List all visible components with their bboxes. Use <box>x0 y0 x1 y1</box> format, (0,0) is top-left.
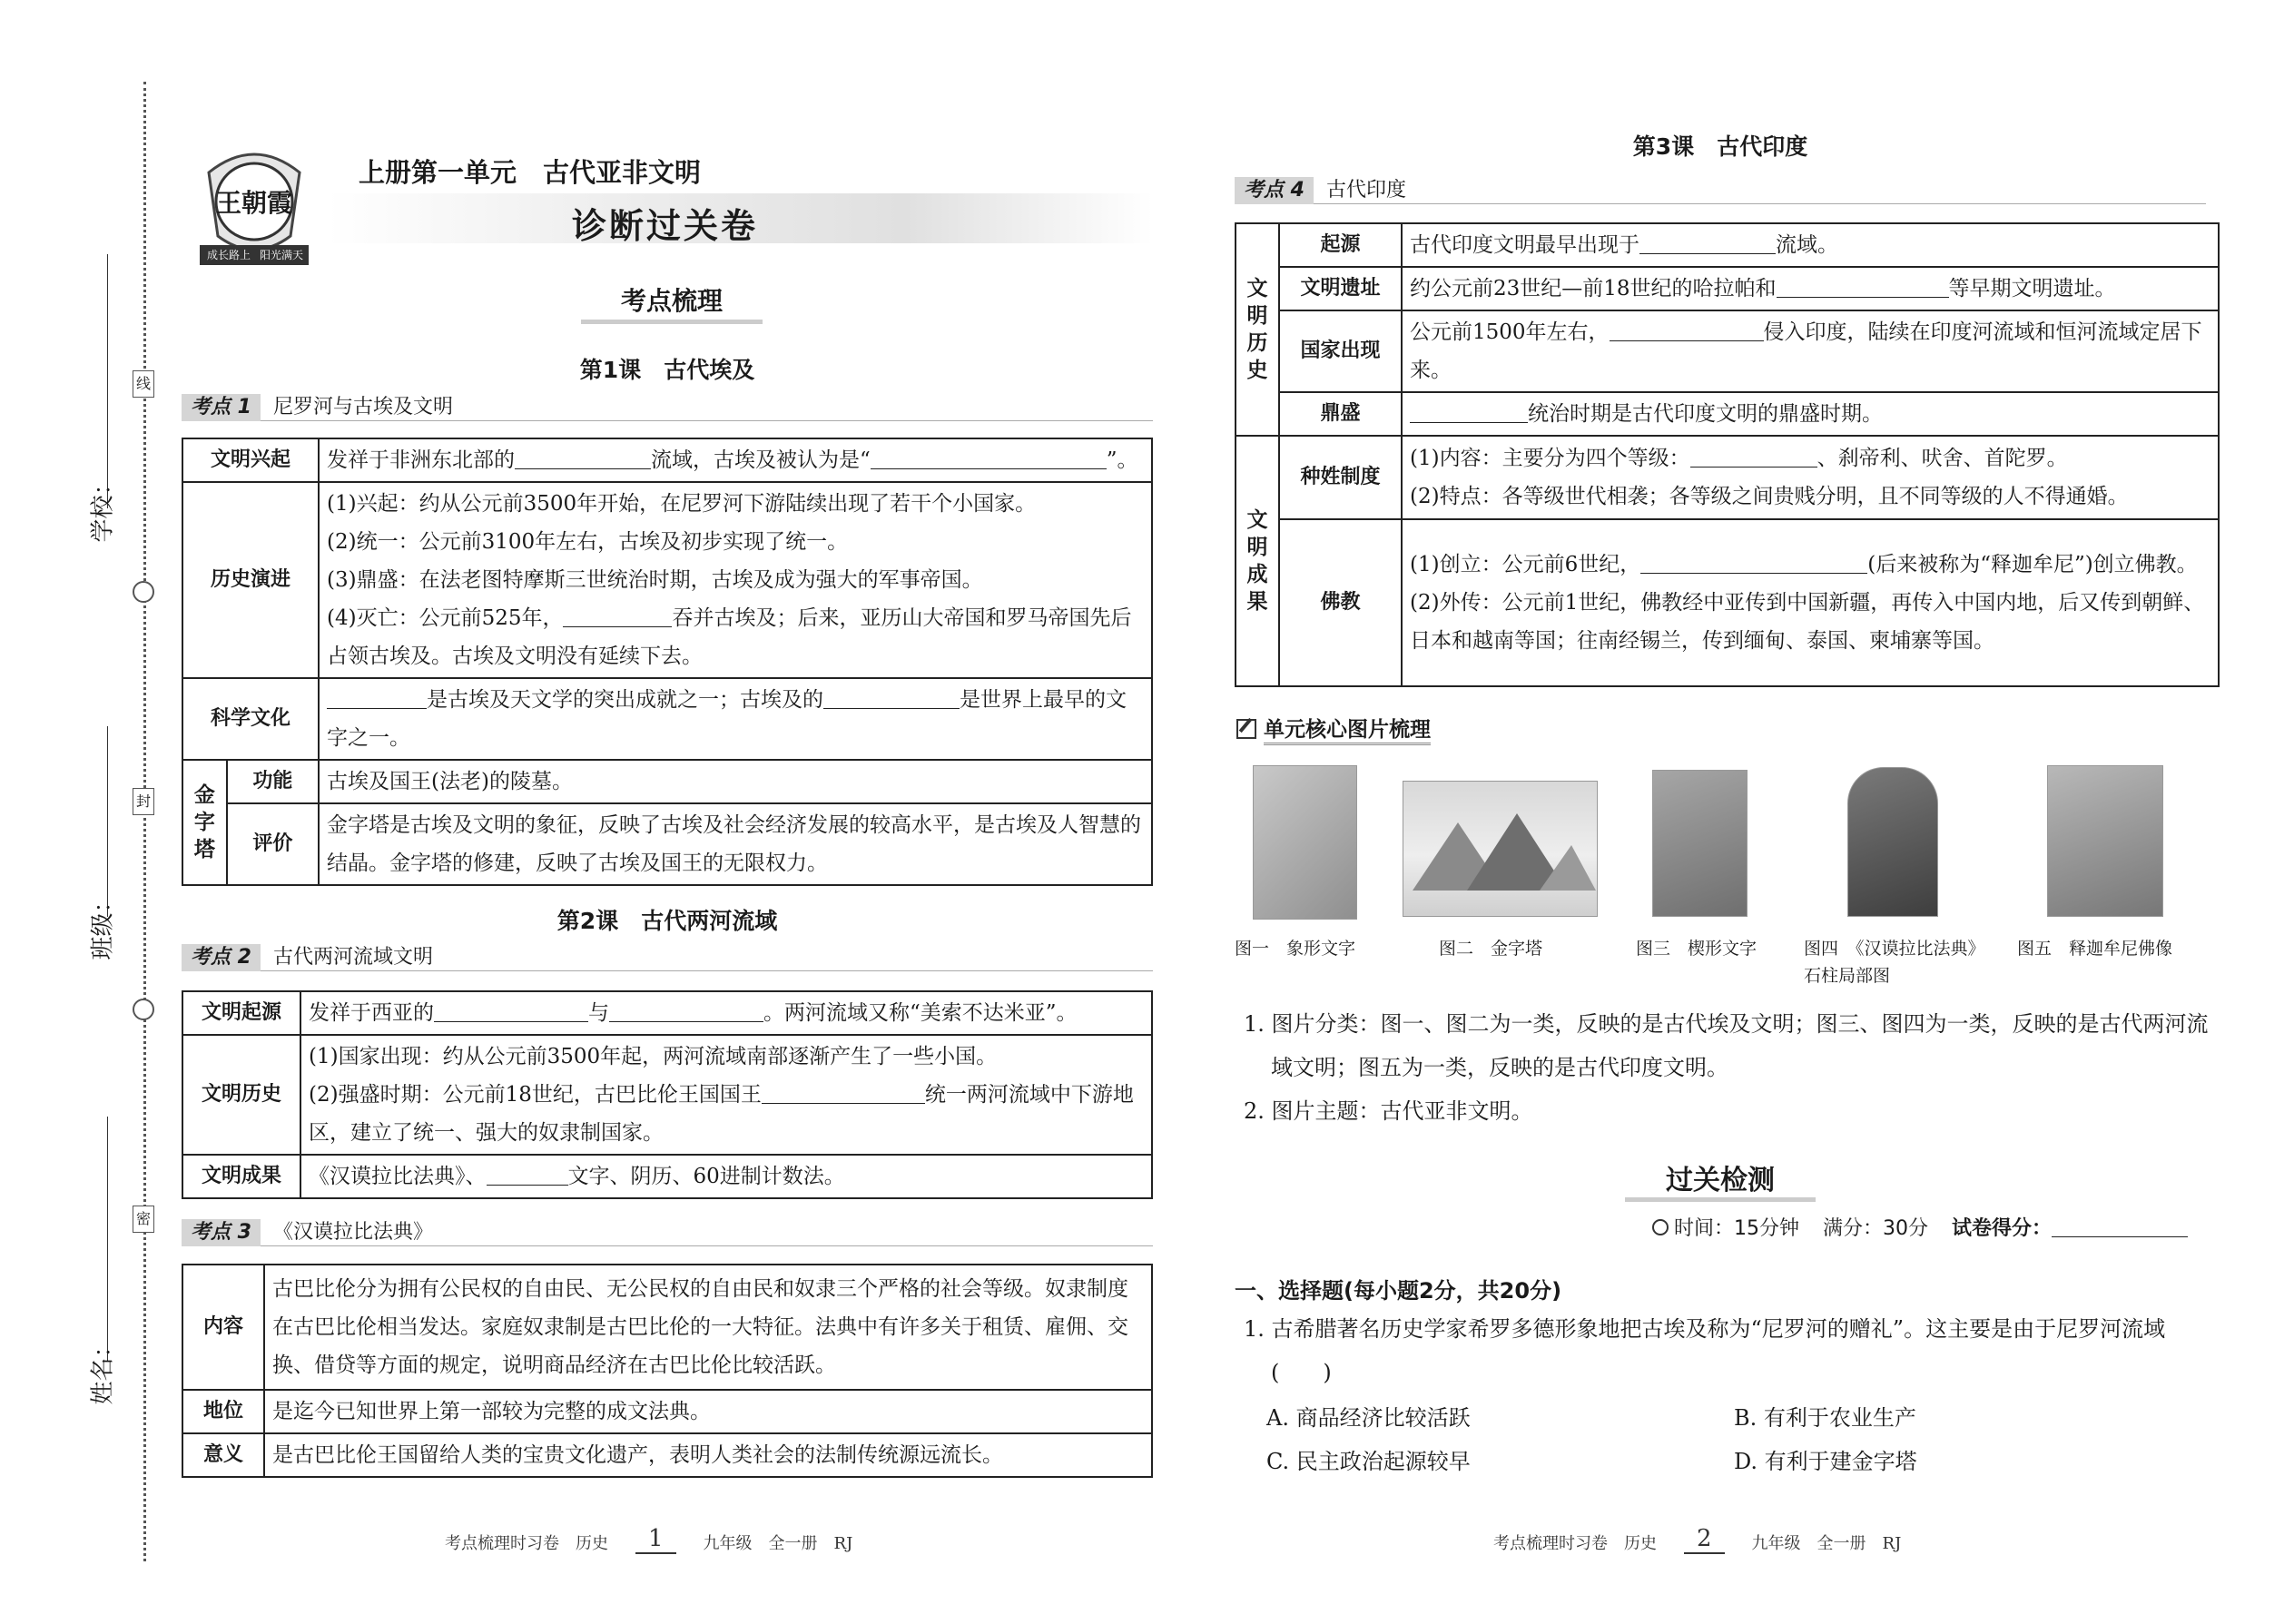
table-egypt <box>182 438 1153 886</box>
india-buddhism-label: 佛教 <box>1279 519 1402 686</box>
egypt-science-label: 科学文化 <box>182 678 319 760</box>
code-content-text: 古巴比伦分为拥有公民权的自由民、无公民权的自由民和奴隶三个严格的社会等级。奴隶制度在古巴比伦相当发达。家庭奴隶制是古巴比伦的一大特征。法典中有许多关于租赁、雇佣、交换、借贷等方面的规定，说明商品经济在古巴比伦比较活跃。 <box>264 1265 1152 1390</box>
meso-history-cell: (1)国家出现：约从公元前3500年起，两河流域南部逐渐产生了一些小国。 (2)强盛时期：公元前18世纪，古巴比伦王国国王 统一两河流域中下游地区，建立了统一、强大的奴隶制国家。 <box>300 1035 1152 1155</box>
school-label: 学校： <box>89 471 117 543</box>
edit-icon <box>1236 719 1256 739</box>
india-caste-label: 种姓制度 <box>1279 436 1402 519</box>
pyramid-illustration <box>1403 782 1599 918</box>
meso-achievement-cell: 《汉谟拉比法典》、 文字、阴历、60进制计数法。 <box>300 1155 1152 1198</box>
kd-1-tag: 考点 1 <box>182 394 261 421</box>
q1-option-c[interactable]: C. 民主政治起源较早 <box>1266 1449 1471 1474</box>
india-origin-label: 起源 <box>1279 223 1402 267</box>
code-significance-text: 是古巴比伦王国留给人类的宝贵文化遗产，表明人类社会的法制传统源远流长。 <box>264 1433 1152 1477</box>
seal-mark-xian: 线 <box>133 370 154 398</box>
pyramid-function-text: 古埃及国王(法老)的陵墓。 <box>319 760 1152 803</box>
test-score-field[interactable] <box>2052 1217 2188 1237</box>
photo-buddha-statue <box>2047 765 2163 917</box>
caption-3: 图三 楔形文字 <box>1636 939 1757 959</box>
kd-2-heading <box>182 944 1153 971</box>
india-buddhism-cell: (1)创立：公元前6世纪， (后来被称为“释迦牟尼”)创立佛教。 (2)外传：公元前1世纪，佛教经中亚传到中国新疆，再传入中国内地，后又传到朝鲜、日本和越南等国；往南经锡兰，传到缅甸、泰国、柬埔寨等国。 <box>1402 519 2219 686</box>
egypt-rise-label: 文明兴起 <box>182 438 319 482</box>
meso-achievement-label: 文明成果 <box>182 1155 300 1198</box>
footer-series: 考点梳理时习卷 历史 <box>1493 1534 1657 1553</box>
name-label: 姓名： <box>89 1334 117 1405</box>
pictures-note-2: 2. 图片主题：古代亚非文明。 <box>1244 1098 1533 1124</box>
india-state-cell: 公元前1500年左右， 侵入印度，陆续在印度河流域和恒河流域定居下来。 <box>1402 310 2219 392</box>
seal-mark-mi: 密 <box>133 1206 154 1233</box>
kd-3-title: 《汉谟拉比法典》 <box>272 1220 433 1244</box>
test-meta <box>1652 1213 2220 1241</box>
meso-history-label: 文明历史 <box>182 1035 300 1155</box>
question-1: 1. 古希腊著名历史学家希罗多德形象地把古埃及称为“尼罗河的赠礼”。这主要是由于尼罗河流域( ) <box>1244 1316 2166 1385</box>
kd-4-tag: 考点 4 <box>1235 177 1314 204</box>
section-choice-title: 一、选择题(每小题2分，共20分) <box>1235 1278 1562 1304</box>
paper-title: 诊断过关卷 <box>572 206 759 246</box>
binding-hole-icon <box>133 999 154 1020</box>
india-achievement-group: 文 明 成 果 <box>1236 436 1279 686</box>
india-history-group: 文 明 历 史 <box>1236 223 1279 436</box>
logo-text: 王朝霞 <box>215 188 292 218</box>
name-line <box>107 1117 108 1362</box>
code-content-label: 内容 <box>182 1265 264 1390</box>
photo-hammurabi-stele <box>1847 767 1938 917</box>
code-significance-label: 意义 <box>182 1433 264 1477</box>
footer-series: 考点梳理时习卷 历史 <box>445 1534 608 1553</box>
india-sites-label: 文明遗址 <box>1279 267 1402 310</box>
code-status-label: 地位 <box>182 1390 264 1433</box>
table-hammurabi <box>182 1264 1153 1478</box>
lesson-3-title: 第3课 古代印度 <box>1632 133 1808 160</box>
india-sites-cell: 约公元前23世纪—前18世纪的哈拉帕和 等早期文明遗址。 <box>1402 267 2219 310</box>
logo-slogan-2: 阳光满天 <box>259 249 303 261</box>
code-status-text: 是迄今已知世界上第一部较为完整的成文法典。 <box>264 1390 1152 1433</box>
q1-option-b[interactable]: B. 有利于农业生产 <box>1734 1405 1916 1431</box>
photo-hieroglyphs <box>1253 765 1357 920</box>
footer-right-page <box>1493 1525 2038 1554</box>
pyramid-function-label: 功能 <box>227 760 319 803</box>
caption-2: 图二 金字塔 <box>1439 939 1543 959</box>
meso-origin-cell: 发祥于西亚的 与 。两河流域又称“美索不达米亚”。 <box>300 991 1152 1035</box>
page-number-1: 1 <box>635 1525 676 1554</box>
egypt-history-label: 历史演进 <box>182 482 319 678</box>
test-title: 过关检测 <box>1625 1157 1816 1202</box>
school-line <box>107 254 108 508</box>
logo-badge <box>182 136 327 272</box>
meso-origin-label: 文明起源 <box>182 991 300 1035</box>
footer-grade: 九年级 全一册 RJ <box>703 1534 853 1553</box>
lesson-2-title: 第2课 古代两河流域 <box>556 908 778 934</box>
page-number-2: 2 <box>1684 1525 1725 1554</box>
binding-margin <box>0 0 163 1624</box>
egypt-science-cell: 是古埃及天文学的突出成就之一；古埃及的 是世界上最早的文字之一。 <box>319 678 1152 760</box>
seal-mark-feng: 封 <box>133 788 154 815</box>
photo-pyramids <box>1403 781 1598 917</box>
table-mesopotamia <box>182 990 1153 1199</box>
kd-1-title: 尼罗河与古埃及文明 <box>272 395 453 418</box>
pictures-heading <box>1236 713 1431 745</box>
kd-4-title: 古代印度 <box>1325 178 1406 202</box>
egypt-history-cell: (1)兴起：约从公元前3500年开始，在尼罗河下游陆续出现了若干个小国家。 (2)统一：公元前3100年左右，古埃及初步实现了统一。 (3)鼎盛：在法老图特摩斯三世统治时期，古埃及成为强大的军事帝国。 (4)灭亡：公元前525年， 吞并古埃及；后来，亚历山大帝国和罗马帝国先后占领古埃及。古埃及文明没有延续下去。 <box>319 482 1152 678</box>
logo-slogan-1: 成长路上 <box>206 249 251 261</box>
binding-hole-icon <box>133 581 154 603</box>
kd-4-heading <box>1235 177 2206 204</box>
india-caste-cell: (1)内容：主要分为四个等级： 、刹帝利、吠舍、首陀罗。 (2)特点：各等级世代相袭；各等级之间贵贱分明，且不同等级的人不得通婚。 <box>1402 436 2219 519</box>
test-time: 时间：15分钟 <box>1674 1217 1799 1240</box>
section-title-kaodian: 考点梳理 <box>581 281 763 324</box>
unit-title: 上册第一单元 古代亚非文明 <box>359 157 702 188</box>
lesson-1-title: 第1课 古代埃及 <box>579 357 755 383</box>
pictures-heading-text: 单元核心图片梳理 <box>1264 713 1431 745</box>
pyramid-evaluation-text: 金字塔是古埃及文明的象征，反映了古埃及社会经济发展的较高水平，是古埃及人智慧的结晶。金字塔的修建，反映了古埃及国王的无限权力。 <box>319 803 1152 885</box>
india-state-label: 国家出现 <box>1279 310 1402 392</box>
footer-grade: 九年级 全一册 RJ <box>1751 1534 1902 1553</box>
india-peak-cell: 统治时期是古代印度文明的鼎盛时期。 <box>1402 392 2219 436</box>
clock-icon <box>1652 1219 1669 1235</box>
kd-2-title: 古代两河流域文明 <box>272 945 433 969</box>
footer-left-page <box>445 1525 989 1554</box>
binding-dotted-line <box>143 82 146 1561</box>
india-origin-cell: 古代印度文明最早出现于 流域。 <box>1402 223 2219 267</box>
pyramid-group-label: 金 字 塔 <box>182 760 227 885</box>
kd-3-tag: 考点 3 <box>182 1219 261 1246</box>
class-label: 班级： <box>89 889 117 960</box>
egypt-rise-cell: 发祥于非洲东北部的 流域，古埃及被认为是“ ”。 <box>319 438 1152 482</box>
pyramid-evaluation-label: 评价 <box>227 803 319 885</box>
q1-option-d[interactable]: D. 有利于建金字塔 <box>1734 1449 1917 1474</box>
kd-1-heading <box>182 394 1153 421</box>
q1-option-a[interactable]: A. 商品经济比较活跃 <box>1266 1405 1471 1431</box>
pictures-note-1: 1. 图片分类：图一、图二为一类，反映的是古代埃及文明；图三、图四为一类，反映的是古代两河流域文明；图五为一类，反映的是古代印度文明。 <box>1244 1011 2209 1080</box>
caption-5: 图五 释迦牟尼佛像 <box>2017 939 2173 959</box>
photo-cuneiform-tablet <box>1652 770 1748 917</box>
test-score-label: 试卷得分： <box>1952 1217 2053 1240</box>
kd-3-heading <box>182 1219 1153 1246</box>
test-full-score: 满分：30分 <box>1823 1217 1928 1240</box>
caption-1: 图一 象形文字 <box>1235 939 1356 959</box>
india-peak-label: 鼎盛 <box>1279 392 1402 436</box>
table-india <box>1235 222 2220 687</box>
caption-4: 图四 《汉谟拉比法典》石柱局部图 <box>1804 939 1985 986</box>
kd-2-tag: 考点 2 <box>182 944 261 971</box>
